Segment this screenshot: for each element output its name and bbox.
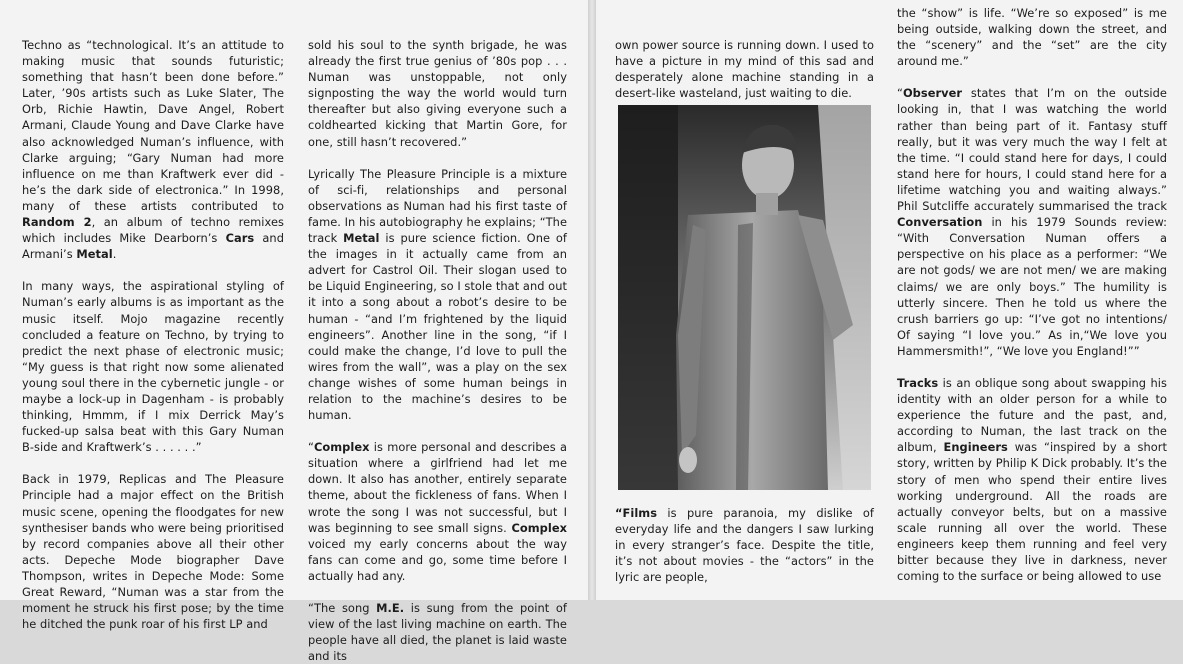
text-run: “The song bbox=[308, 601, 377, 615]
text-column-1 bbox=[22, 37, 284, 632]
text-run: states that I’m on the outside looking in, that I was watching the world rather than being part of it. Fantasy stuff really, but it was very much the way I felt at the time. “I could stand here for days, I could stand here for hours, I could stand here for a lifetime watching you and waiting always.” Phil Sutcliffe accurately summarised the track bbox=[897, 86, 1167, 214]
bold-title: Complex bbox=[313, 440, 370, 455]
bold-title: Tracks bbox=[897, 375, 939, 390]
bold-title: Complex bbox=[511, 520, 567, 535]
right-page bbox=[596, 0, 1183, 600]
bold-title: Metal bbox=[343, 231, 380, 246]
paragraph bbox=[615, 505, 874, 585]
text-run: is pure paranoia, my dislike of everyday life and the dangers I saw lurking in every stranger’s face. Despite the title, it’s not about movies - the “actors” in the lyric are people, bbox=[615, 506, 874, 585]
text-run: “ bbox=[897, 86, 903, 101]
paragraph: In many ways, the aspirational styling of Numan’s early albums is as important as the music itself. Mojo magazine recently concluded a feature on Techno, by trying to predict the next phase of electronic music; “My guess is that right now some alienated young soul there in the cybernetic jungle - or maybe a lock-up in Dagenham - is probably thinking, Hmmm, if I mix Derrick May’s fucked-up salsa beat with this Gary Numan B-side and Kraftwerk’s . . . . . .” bbox=[22, 279, 284, 455]
text-run: is pure science fiction. One of the images in it actually came from an advert for Castrol Oil. Their slogan used to be Liquid Engineering, so I stole that and out it into a song about a robot’s desire to be human - “and I’m frightened by the liquid engineers”. Another line in the song, “if I could make the change, I’d love to pull the wires from the wall”, was a play on the sex change wishes of some human beings in relation to the machine’s desires to be human. bbox=[308, 231, 567, 423]
paragraph bbox=[308, 600, 567, 664]
text-run: is an oblique song about swapping his identity with an older person for a while to experience the future and the past, and, according to Numan, the last track on the album, bbox=[897, 375, 1167, 455]
text-run: and Armani’s bbox=[22, 231, 284, 262]
text-run: was “inspired by a short story, written by Philip K Dick probably. It’s the story of men who spend their entire lives working underground. All the roads are actually conveyor belts, but on a massive scale running all over the world. These engineers keep them running and feel very bitter because they live in darkness, never coming to the surface or being allowed to use bbox=[897, 440, 1167, 584]
bold-title: Random 2 bbox=[22, 215, 92, 230]
book-gutter bbox=[588, 0, 596, 600]
text-column-2 bbox=[308, 37, 567, 664]
text-run: . bbox=[112, 247, 117, 262]
left-page bbox=[0, 0, 588, 664]
paragraph bbox=[22, 37, 284, 262]
text-run: , an album of techno remixes which includes Mike Dearborn’s bbox=[22, 215, 284, 246]
text-run: Lyrically The Pleasure Principle is a mixture of sci-fi, relationships and personal observations as Numan had his first taste of fame. In his autobiography he explains; “The track bbox=[308, 166, 568, 246]
bold-title: Observer bbox=[902, 86, 963, 101]
text-run: Techno as “technological. It’s an attitude to making music that sounds futuristic; something that hasn’t been done before.” Later, ’90s artists such as Luke Slater, The Orb, Richie Hawtin, Dave Angel, Robert Armani, Claude Young and Dave Clarke have also acknowledged Numan’s influence, with Clarke arguing; “Gary Numan had more influence on me than Kraftwerk ever did - he’s the dark side of electronica.” In 1998, many of these artists contributed to bbox=[22, 38, 284, 213]
photo-illustration bbox=[618, 105, 871, 490]
text-run: “ bbox=[308, 440, 314, 455]
text-column-4 bbox=[897, 5, 1167, 584]
bold-title: “Films bbox=[615, 506, 658, 520]
paragraph: own power source is running down. I used to have a picture in my mind of this sad and desperately alone machine standing in a desert-like wasteland, just waiting to die. bbox=[615, 38, 874, 101]
text-column-3-bottom bbox=[615, 505, 874, 585]
paragraph bbox=[897, 85, 1167, 359]
bold-title: Engineers bbox=[943, 440, 1008, 455]
bold-title: Cars bbox=[225, 231, 255, 246]
bold-title: Conversation bbox=[897, 215, 983, 230]
text-run: is sung from the point of view of the last living machine on earth. The people have all died, the planet is laid waste and its bbox=[308, 601, 567, 664]
text-column-3 bbox=[615, 37, 874, 101]
bold-title: Metal bbox=[76, 247, 113, 262]
black-and-white-photo bbox=[618, 105, 871, 490]
paragraph bbox=[308, 439, 567, 584]
paragraph bbox=[308, 166, 567, 424]
text-run: in his 1979 Sounds review: “With Conversation Numan offers a perspective on his place as a performer: “We are not gods/ we are not men/ we are making claims/ we are only boys.” The humility is utterly sincere. Then he told us where the crush barriers go up: “I’ve got no intentions/ Of saying “I love you.” As in,“We love you Hammersmith!”, “We love you England!”” bbox=[897, 215, 1167, 358]
paragraph bbox=[897, 375, 1167, 584]
text-run: voiced my early concerns about the way fans can come and go, some time before I actually had any. bbox=[308, 536, 567, 583]
paragraph: sold his soul to the synth brigade, he was already the first true genius of ’80s pop . . . Numan was unstoppable, not only signposting the way the world would turn thereafter but also giving everyone such a coldhearted kicking that Martin Gore, for one, still hasn’t recovered.” bbox=[308, 38, 567, 149]
text-run: is more personal and describes a situation where a girlfriend had let me down. It also has another, entirely separate theme, about the fickleness of fans. When I wrote the song I was not successful, but I was beginning to see small signs. bbox=[308, 440, 567, 535]
paragraph: the “show” is life. “We’re so exposed” is me being outside, walking down the street, and the “scenery” and the “set” are the city around me.” bbox=[897, 6, 1167, 69]
bold-title: M.E. bbox=[376, 601, 405, 615]
paragraph: Back in 1979, Replicas and The Pleasure Principle had a major effect on the British music scene, opening the floodgates for new synthesiser bands who were being prioritised by record companies above all their other acts. Depeche Mode biographer Dave Thompson, writes in Depeche Mode: Some Great Reward, “Numan was a star from the moment he struck his first pose; by the time he ditched the punk roar of his first LP and bbox=[22, 472, 284, 632]
